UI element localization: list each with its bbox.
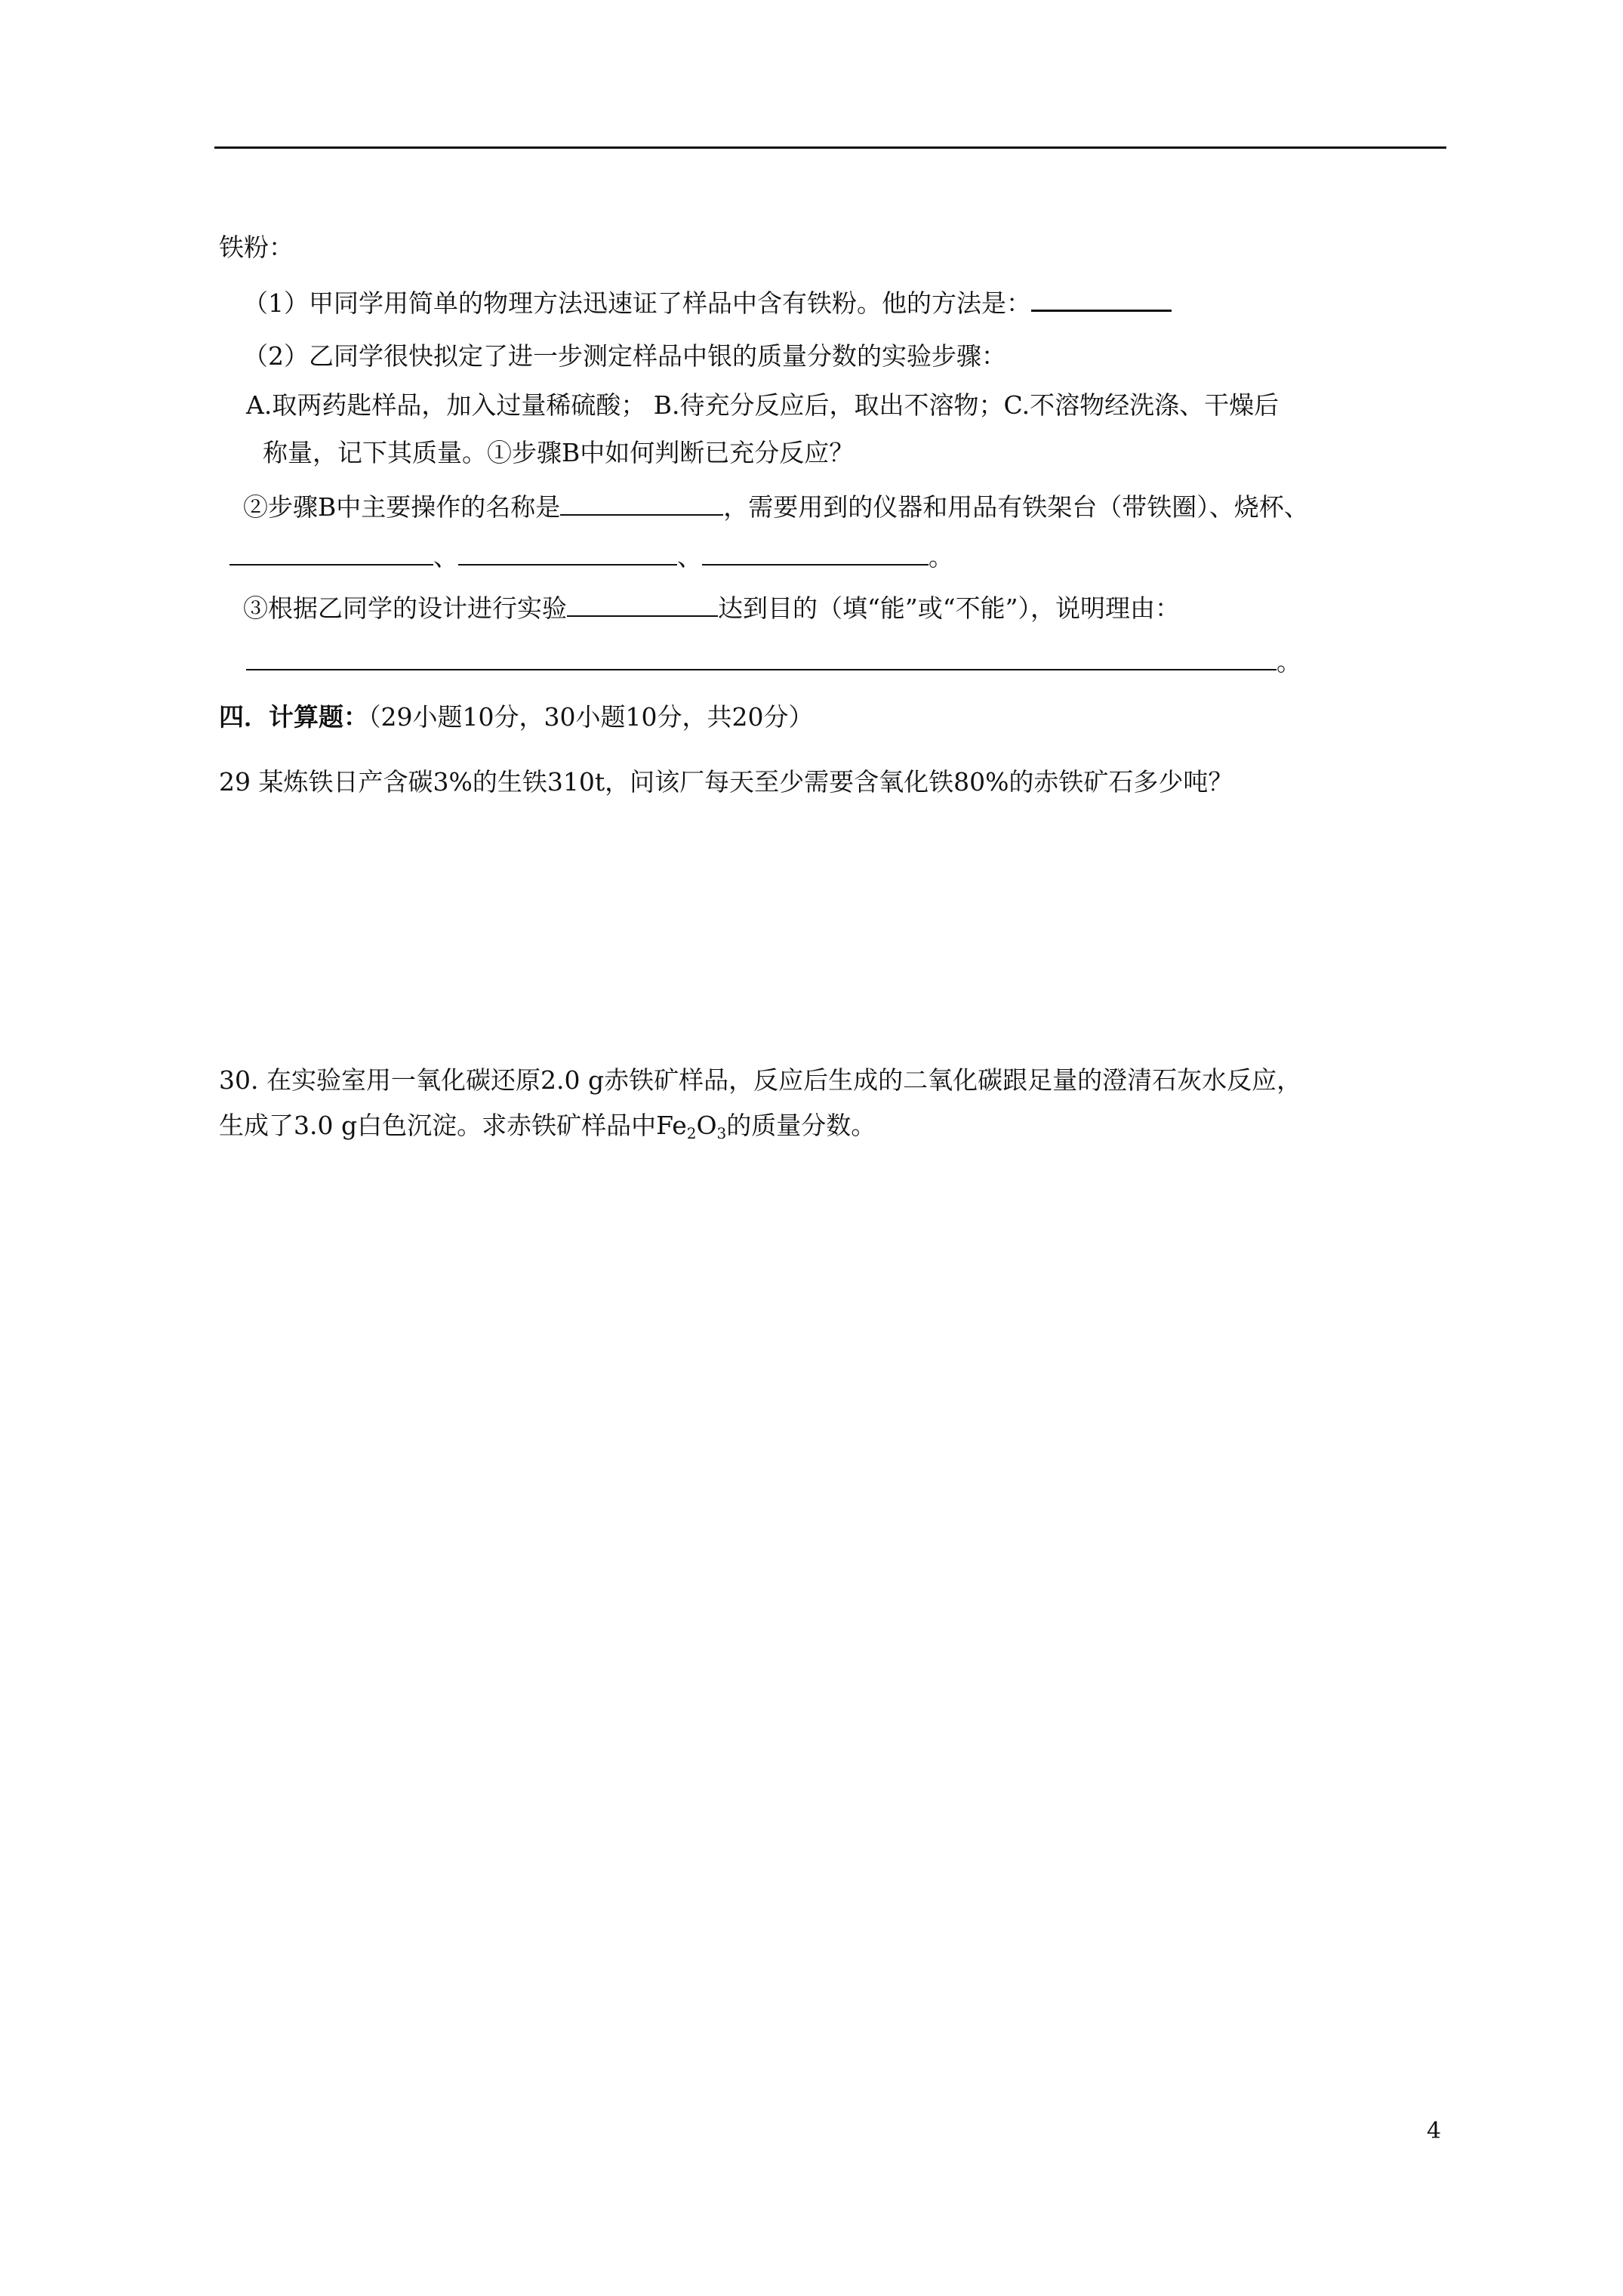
question-1-text: （1）甲同学用简单的物理方法迅速证了样品中含有铁粉。他的方法是： xyxy=(243,288,1031,318)
intro-text: 铁粉： xyxy=(219,233,294,262)
question-2-sub3 xyxy=(243,592,1180,625)
separator-2: 、 xyxy=(677,542,702,572)
question-2-instruments-line xyxy=(229,541,953,574)
answer-blank-reason[interactable] xyxy=(246,646,1277,670)
q30-text-a: 生成了3.0 g白色沉淀。求赤铁矿样品中Fe xyxy=(219,1111,687,1140)
answer-blank-instrument-3[interactable] xyxy=(702,541,929,566)
question-2-intro: （2）乙同学很快拟定了进一步测定样品中银的质量分数的实验步骤： xyxy=(243,341,1006,371)
question-30-line1: 30. 在实验室用一氧化碳还原2.0 g赤铁矿样品，反应后生成的二氧化碳跟足量的澄清石灰水反应， xyxy=(219,1065,1302,1095)
answer-blank-can-or-cannot[interactable] xyxy=(567,593,718,617)
separator-1: 、 xyxy=(433,542,458,572)
answer-blank-instrument-1[interactable] xyxy=(229,541,433,566)
sub3-text-a: ③根据乙同学的设计进行实验 xyxy=(243,593,567,623)
question-2-steps-line2: 称量，记下其质量。①步骤B中如何判断已充分反应？ xyxy=(263,438,855,467)
answer-blank-instrument-2[interactable] xyxy=(458,541,677,566)
answer-blank-operation[interactable] xyxy=(560,492,723,516)
q30-text-c: 的质量分数。 xyxy=(726,1111,876,1140)
answer-blank-1[interactable] xyxy=(1031,287,1172,312)
page-number: 4 xyxy=(1427,2118,1442,2144)
question-30-line2 xyxy=(219,1109,876,1150)
reason-end-period: 。 xyxy=(1277,647,1301,676)
section-4-title: 四．计算题： xyxy=(219,702,368,732)
question-29: 29 某炼铁日产含碳3%的生铁310t，问该厂每天至少需要含氧化铁80%的赤铁矿石多少吨？ xyxy=(219,767,1233,797)
sub2-text-b: ，需要用到的仪器和用品有铁架台（带铁圈）、烧杯、 xyxy=(723,492,1309,522)
question-2-reason-line xyxy=(246,646,1301,679)
question-2-sub2 xyxy=(243,491,1309,524)
section-4-note: （29小题10分，30小题10分，共20分） xyxy=(368,702,814,732)
sub2-text-a: ②步骤B中主要操作的名称是 xyxy=(243,492,561,522)
section-4-heading xyxy=(219,701,813,734)
q30-subscript-2: 2 xyxy=(686,1124,697,1142)
line-end-period: 。 xyxy=(929,542,953,572)
q30-subscript-3: 3 xyxy=(716,1124,727,1142)
question-2-steps-line1: A.取两药匙样品，加入过量稀硫酸； B.待充分反应后，取出不溶物；C.不溶物经洗涤、干燥后 xyxy=(246,390,1280,420)
sub3-text-b: 达到目的（填“能”或“不能”），说明理由： xyxy=(718,593,1180,623)
header-rule xyxy=(214,146,1446,149)
q30-text-b: O xyxy=(696,1111,717,1140)
question-1 xyxy=(243,287,1172,320)
